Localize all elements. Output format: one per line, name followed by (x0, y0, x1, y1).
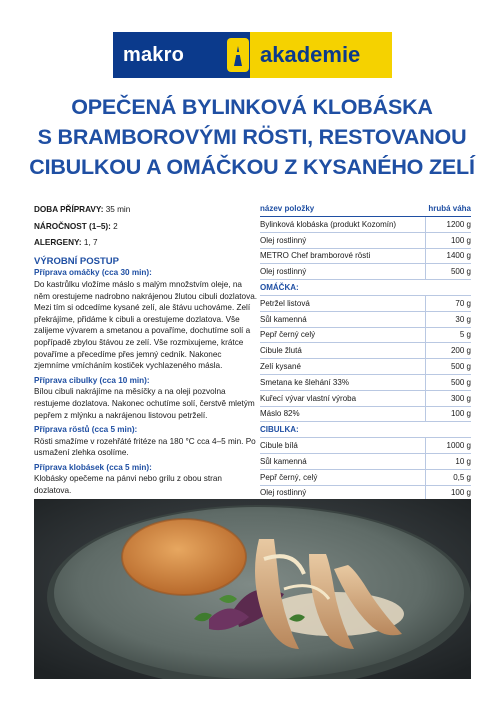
table-row (260, 359, 471, 375)
ingredient-weight: 5 g (425, 328, 471, 343)
difficulty-value: 2 (110, 221, 118, 231)
ingredient-name: Cibule žlutá (260, 346, 302, 356)
table-row (260, 249, 471, 265)
step-text: Do kastrůlku vložíme máslo s malým množstvím oleje, na něm orestujeme nadrobno nakrájenou žlutou cibuli dozlatova. Mezi tím si odcedíme kysané zelí, ale štávu uchováme. Zelí překrájíme, přidáme k cibuli a orestujeme dozlatova. Vše zalijeme vývarem a smetanou a povaříme, dochutíme solí a popřípadě zbylou štávou ze zelí. Vše rozmixujeme, krátce povaříme a přecedíme přes jemný cedník. Nakonec zjemníme vmícháním kostiček vychlazeného másla. (34, 279, 258, 371)
prep-time (34, 204, 259, 216)
ingredient-name: METRO Chef bramborové rösti (260, 251, 371, 261)
ingredient-name: Pepř černý, celý (260, 472, 318, 482)
ingredient-name: Bylinková klobáska (produkt Kozomín) (260, 219, 397, 229)
prep-time-label: DOBA PŘÍPRAVY: (34, 205, 104, 214)
recipe-left-column (34, 204, 259, 500)
table-row (260, 407, 471, 423)
ingredients-table (260, 204, 471, 501)
table-row (260, 343, 471, 359)
prep-time-value: 35 min (103, 205, 131, 214)
ingredient-weight: 500 g (425, 359, 471, 374)
table-header (260, 204, 471, 217)
table-row (260, 217, 471, 233)
ingredient-weight: 30 g (425, 312, 471, 327)
logo-akademie-text: akademie (260, 42, 361, 67)
ingredient-weight: 100 g (425, 486, 471, 501)
dish-photo (34, 499, 471, 679)
title-line: OPEČENÁ BYLINKOVÁ KLOBÁSKA (71, 95, 433, 119)
step-title: Příprava cibulky (cca 10 min): (34, 375, 150, 385)
onion-group-label: CIBULKA: (260, 422, 471, 438)
step-title: Příprava klobásek (cca 5 min): (34, 462, 152, 472)
ingredient-name: Máslo 82% (260, 409, 300, 419)
difficulty-label: NÁROČNOST (1–5): (34, 221, 111, 231)
ingredient-name: Cibule bílá (260, 441, 298, 451)
ingredient-name: Zelí kysané (260, 362, 301, 372)
allergens (34, 237, 259, 249)
step-text: Klobásky opečeme na pánvi nebo grilu z obou stran dozlatova. (34, 474, 222, 496)
logo-makro-text: makro (123, 43, 185, 66)
table-row (260, 264, 471, 280)
dish-illustration (34, 499, 471, 679)
ingredient-name: Kuřecí vývar vlastní výroba (260, 393, 357, 403)
ingredient-weight: 500 g (425, 375, 471, 390)
ingredient-name: Smetana ke šlehání 33% (260, 377, 349, 387)
difficulty (34, 221, 259, 233)
col-name-header: název položky (260, 204, 315, 213)
col-weight-header: hrubá váha (428, 204, 471, 213)
table-row (260, 391, 471, 407)
ingredient-weight: 1200 g (425, 217, 471, 232)
sauce-group-label: OMÁČKA: (260, 280, 471, 296)
makro-akademie-logo (113, 32, 392, 78)
logo-makro-part (113, 32, 226, 78)
ingredient-weight: 100 g (425, 407, 471, 422)
procedure-heading: VÝROBNÍ POSTUP (34, 255, 119, 267)
ingredient-name: Sůl kamenná (260, 456, 307, 466)
table-row (260, 312, 471, 328)
ingredient-weight: 0,5 g (425, 470, 471, 485)
ingredient-weight: 500 g (425, 264, 471, 279)
ingredient-name: Petržel listová (260, 298, 310, 308)
step-text: Rösti smažíme v rozehřáté fritéze na 180 °C cca 4–5 min. Po usmažení zlehka osolíme. (34, 436, 256, 458)
ingredient-weight: 300 g (425, 391, 471, 406)
table-row (260, 454, 471, 470)
table-row (260, 233, 471, 249)
allergens-label: ALERGENY: (34, 238, 82, 248)
ingredient-name: Pepř černý celý (260, 330, 316, 340)
title-line: S BRAMBOROVÝMI RÖSTI, RESTOVANOU (37, 125, 467, 149)
title-line: CIBULKOU A OMÁČKOU Z KYSANÉHO ZELÍ (29, 155, 475, 179)
table-row (260, 438, 471, 454)
ingredient-weight: 1400 g (425, 249, 471, 264)
table-row (260, 296, 471, 312)
ingredient-name: Olej rostlinný (260, 488, 307, 498)
step-title: Příprava omáčky (cca 30 min): (34, 268, 152, 278)
ingredient-weight: 10 g (425, 454, 471, 469)
ingredient-weight: 70 g (425, 296, 471, 311)
table-row (260, 328, 471, 344)
step-text: Bílou cibuli nakrájíme na měsíčky a na oleji pozvolna restujeme dozlatova. Nakonec ochutíme solí, čerstvě mletým pepřem z mlýnku a nakrájenou listovou petrželí. (34, 387, 255, 420)
ingredient-weight: 200 g (425, 343, 471, 358)
table-row (260, 375, 471, 391)
logo-divider (226, 32, 250, 78)
logo-akademie-part (250, 32, 392, 78)
step-title: Příprava röstů (cca 5 min): (34, 425, 138, 435)
ingredient-weight: 1000 g (425, 438, 471, 453)
ingredient-name: Sůl kamenná (260, 314, 307, 324)
allergens-value: 1, 7 (81, 238, 98, 248)
chef-hat-icon (227, 38, 249, 72)
ingredient-weight: 100 g (425, 233, 471, 248)
recipe-title (20, 92, 484, 182)
ingredient-name: Olej rostlinný (260, 267, 307, 277)
ingredient-name: Olej rostlinný (260, 235, 307, 245)
table-row (260, 470, 471, 486)
